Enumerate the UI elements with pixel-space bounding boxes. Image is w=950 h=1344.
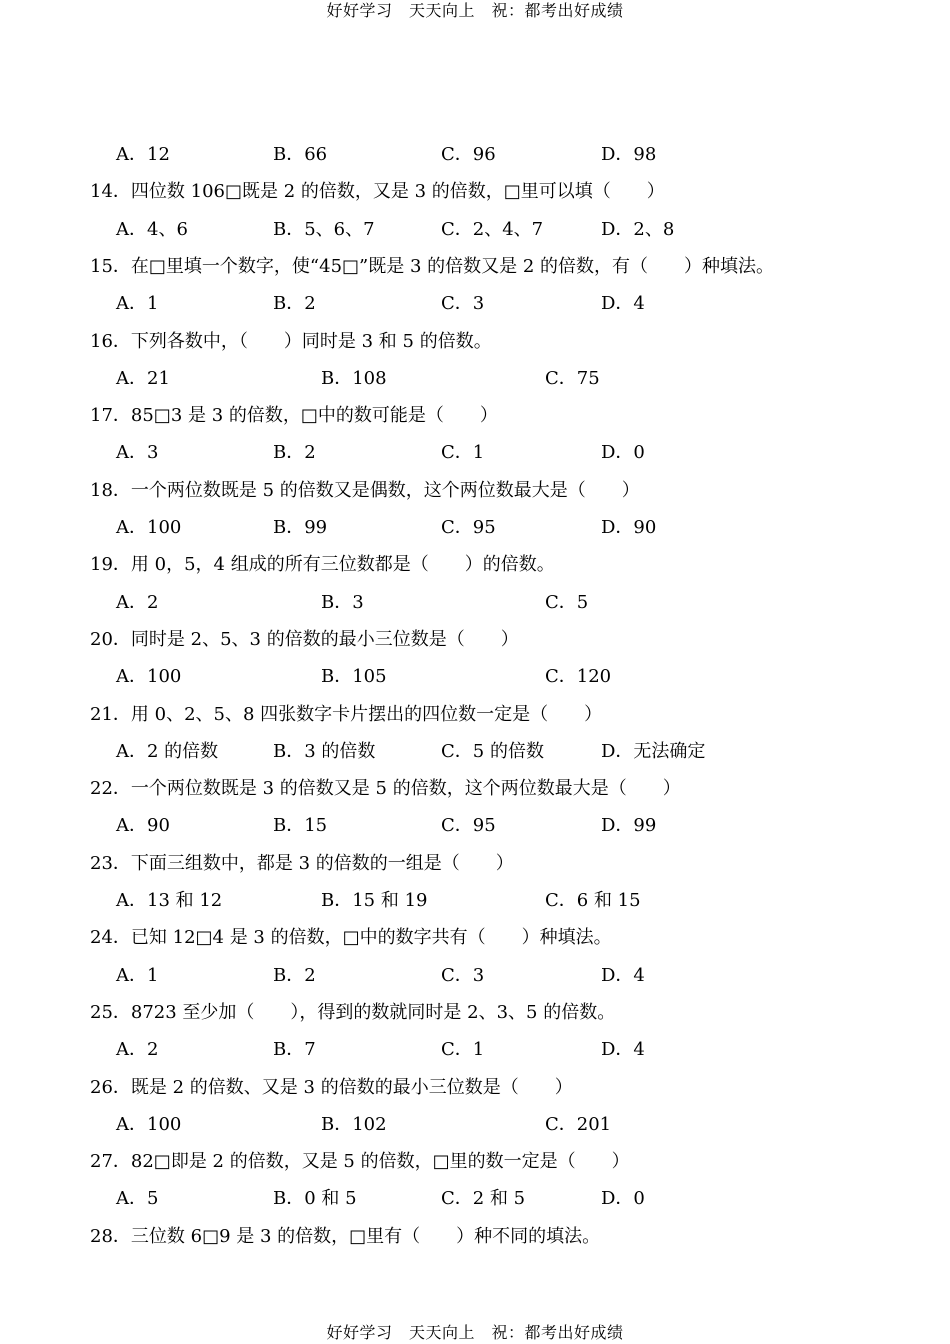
answer-option: C．6 和 15 (545, 890, 641, 911)
answer-option: D．0 (601, 442, 645, 464)
question-text: 14．四位数 106□既是 2 的倍数，又是 3 的倍数，□里可以填（ ） (90, 181, 665, 203)
question-text: 26．既是 2 的倍数、又是 3 的倍数的最小三位数是（ ） (90, 1076, 573, 1098)
answer-option: B．15 (273, 815, 328, 837)
answer-option: B．5、6、7 (273, 218, 375, 240)
question-text: 27．82□即是 2 的倍数，又是 5 的倍数，□里的数一定是（ ） (90, 1151, 630, 1173)
answer-option: A．100 (116, 1113, 182, 1135)
answer-option: A．13 和 12 (116, 890, 223, 911)
answer-option: A．2 的倍数 (116, 740, 219, 762)
question-text: 22．一个两位数既是 3 的倍数又是 5 的倍数，这个两位数最大是（ ） (90, 778, 681, 800)
answer-option: A．4、6 (116, 218, 188, 240)
answer-option: C．95 (441, 815, 496, 837)
page-footer: 好好学习 天天向上 祝：都考出好成绩 (326, 1323, 624, 1342)
answer-option: B．3 (321, 591, 364, 613)
question-text: 28．三位数 6□9 是 3 的倍数，□里有（ ）种不同的填法。 (90, 1225, 601, 1247)
answer-option: A．5 (116, 1188, 159, 1210)
answer-option: B．2 (273, 442, 316, 464)
answer-option: A．100 (116, 517, 182, 538)
answer-option: B．15 和 19 (321, 890, 428, 911)
answer-option: D．0 (601, 1188, 645, 1210)
answer-option: C．96 (441, 144, 496, 165)
answer-option: A．1 (116, 964, 159, 986)
answer-option: A．2 (116, 591, 159, 613)
answer-option: B．3 的倍数 (273, 740, 376, 762)
question-text: 25．8723 至少加（ ），得到的数就同时是 2、3、5 的倍数。 (90, 1001, 616, 1023)
answer-option: A．3 (116, 442, 159, 464)
answer-option: C．95 (441, 517, 496, 538)
answer-option: B．66 (273, 144, 328, 165)
answer-option: C．201 (545, 1113, 612, 1135)
answer-option: C．2 和 5 (441, 1188, 526, 1210)
answer-option: C．5 (545, 591, 589, 613)
question-text: 18．一个两位数既是 5 的倍数又是偶数，这个两位数最大是（ ） (90, 479, 640, 501)
answer-option: C．2、4、7 (441, 218, 544, 240)
answer-option: A．21 (116, 367, 170, 389)
answer-option: C．1 (441, 1039, 485, 1061)
answer-option: A．1 (116, 293, 159, 315)
answer-option: A．100 (116, 666, 182, 688)
answer-option: D．4 (601, 293, 645, 315)
answer-option: A．12 (116, 144, 170, 165)
answer-option: C．75 (545, 367, 600, 389)
answer-option: C．1 (441, 442, 485, 464)
answer-option: C．3 (441, 964, 485, 986)
answer-option: C．3 (441, 293, 485, 315)
answer-option: D．99 (601, 815, 657, 837)
question-text: 24．已知 12□4 是 3 的倍数，□中的数字共有（ ）种填法。 (90, 927, 612, 949)
question-text: 17．85□3 是 3 的倍数，□中的数可能是（ ） (90, 405, 498, 427)
answer-option: A．2 (116, 1039, 159, 1061)
answer-option: D．无法确定 (601, 740, 706, 762)
answer-option: B．2 (273, 293, 316, 315)
answer-option: B．102 (321, 1113, 387, 1135)
answer-option: D．4 (601, 964, 645, 986)
question-text: 15．在□里填一个数字，使“45□”既是 3 的倍数又是 2 的倍数，有（ ）种填法。 (90, 255, 775, 277)
answer-option: B．2 (273, 964, 316, 986)
question-text: 23．下面三组数中，都是 3 的倍数的一组是（ ） (90, 852, 514, 874)
answer-option: D．2、8 (601, 218, 675, 240)
answer-option: D．98 (601, 144, 657, 165)
answer-option: B．7 (273, 1039, 316, 1061)
answer-option: B．99 (273, 517, 328, 538)
answer-option: D．4 (601, 1039, 645, 1061)
page-header: 好好学习 天天向上 祝：都考出好成绩 (326, 1, 624, 20)
answer-option: D．90 (601, 517, 657, 538)
question-text: 21．用 0、2、5、8 四张数字卡片摆出的四位数一定是（ ） (90, 703, 603, 725)
question-text: 20．同时是 2、5、3 的倍数的最小三位数是（ ） (90, 628, 519, 650)
question-text: 16．下列各数中，（ ）同时是 3 和 5 的倍数。 (90, 330, 492, 352)
answer-option: B．0 和 5 (273, 1188, 357, 1210)
answer-option: C．120 (545, 666, 612, 688)
answer-option: B．105 (321, 666, 387, 688)
answer-option: B．108 (321, 367, 387, 389)
answer-option: A．90 (116, 815, 170, 837)
question-text: 19．用 0，5，4 组成的所有三位数都是（ ）的倍数。 (90, 554, 555, 576)
answer-option: C．5 的倍数 (441, 740, 544, 762)
